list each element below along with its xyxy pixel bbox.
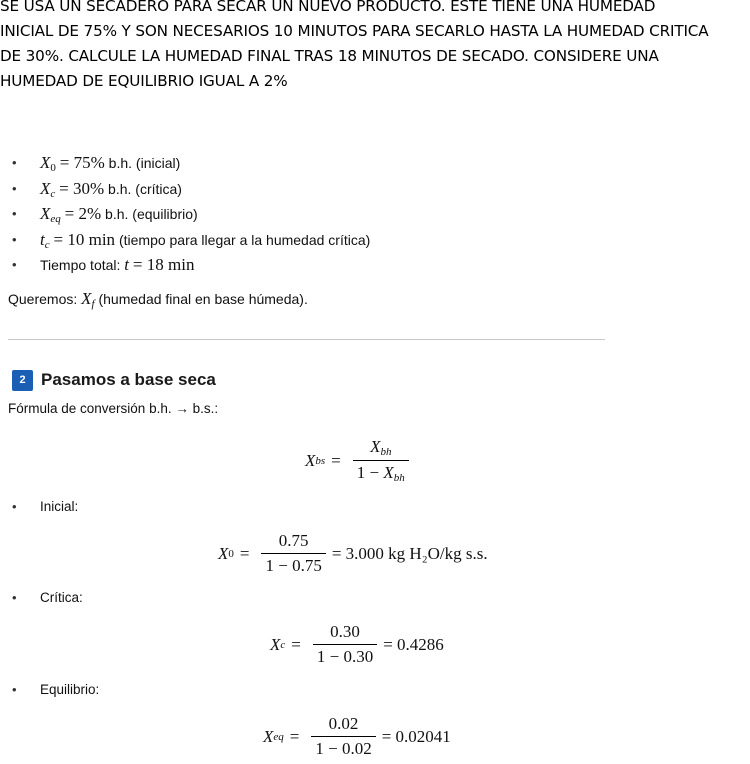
- problem-statement: [0, 0, 750, 94]
- equation-equilibrium: X eq = $\frac{0.02}{1 - 0.02}$ = 0.02041: [263, 714, 451, 758]
- section-divider: [8, 339, 605, 340]
- equation-critical: X c = $\frac{0.30}{1 - 0.30}$ = 0.4286: [270, 622, 444, 666]
- variable-critical: • $X_c = 30\%$ b.h. (crítica): [0, 176, 370, 202]
- variable-critical-time: • $t_c = 10$ min (tiempo para llegar a la humedad crítica): [0, 227, 370, 253]
- item-label: • Inicial:: [0, 495, 78, 519]
- objective-statement: Queremos: $X_f$ (humedad final en base húmeda).: [8, 289, 308, 310]
- problem-line: INICIAL DE 75% Y SON NECESARIOS 10 MINUTOS PARA SECARLO HASTA LA HUMEDAD CRITICA: [0, 22, 709, 40]
- conversion-formula: X bs = $\frac{\text{Xbh}}{\text{1 − Xbh}}$: [305, 437, 415, 484]
- problem-line: HUMEDAD DE EQUILIBRIO IGUAL A 2%: [0, 72, 288, 90]
- variable-initial: • $X_0 = 75\%$ b.h. (inicial): [0, 150, 370, 176]
- variable-total-time: • Tiempo total: t = 18 min: [0, 252, 370, 278]
- step-item-equilibrium: [0, 678, 99, 702]
- step-item-initial: [0, 495, 78, 519]
- given-variables-list: [0, 150, 370, 278]
- problem-line: DE 30%. CALCULE LA HUMEDAD FINAL TRAS 18 MINUTOS DE SECADO. CONSIDERE UNA: [0, 47, 659, 65]
- formula-label: Fórmula de conversión b.h. → b.s.:: [8, 401, 219, 416]
- step-item-critical: [0, 586, 83, 610]
- problem-line: SE USA UN SECADERO PARA SECAR UN NUEVO PRODUCTO. ESTE TIENE UNA HUMEDAD: [0, 0, 656, 15]
- step-number-badge: 2: [12, 370, 33, 391]
- item-label: • Equilibrio:: [0, 678, 99, 702]
- step-heading: [12, 367, 216, 393]
- equation-initial: X 0 = $\frac{0.75}{1 - 0.75}$ = 3.000 kg H₂O/kg s.s.: [218, 531, 488, 575]
- step-title: Pasamos a base seca: [41, 370, 216, 389]
- item-label: • Crítica:: [0, 586, 83, 610]
- variable-equilibrium: • $X_{eq} = 2\%$ b.h. (equilibrio): [0, 201, 370, 227]
